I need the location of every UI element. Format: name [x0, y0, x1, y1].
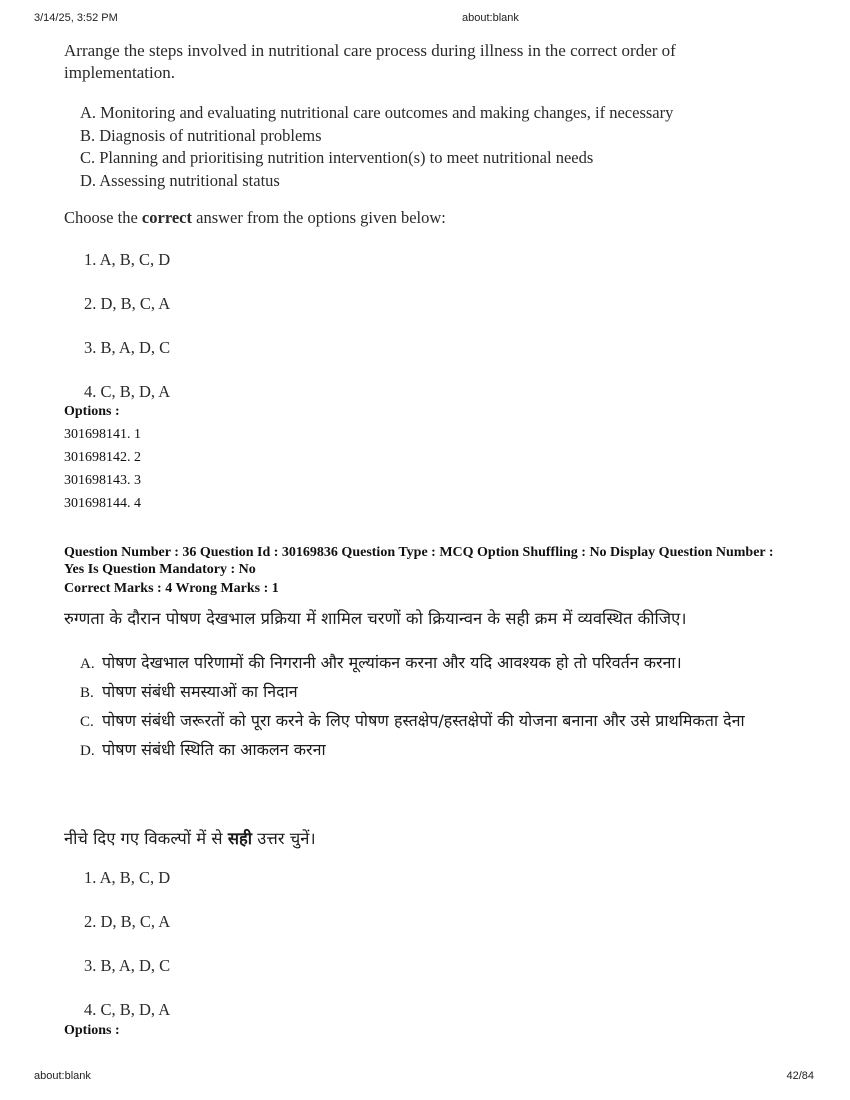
hindi-choose-pre: नीचे दिए गए विकल्पों में से	[64, 829, 228, 848]
q36-answer-choice-4: 4. C, B, D, A	[84, 1000, 171, 1019]
statement-c: C. Planning and prioritising nutrition intervention(s) to meet nutritional needs	[80, 148, 594, 167]
answer-choice-3: 3. B, A, D, C	[84, 338, 171, 357]
q36-answer-choice-1: 1. A, B, C, D	[84, 868, 171, 887]
footer-url: about:blank	[34, 1070, 91, 1082]
print-datetime: 3/14/25, 3:52 PM	[34, 12, 118, 24]
answer-choice-2: 2. D, B, C, A	[84, 294, 171, 313]
letter-a: A.	[80, 656, 95, 672]
letter-b: B.	[80, 685, 94, 701]
hindi-choose-post: उत्तर चुनें।	[252, 829, 316, 848]
question-35-statements	[80, 102, 673, 192]
choose-post: answer from the options given below:	[192, 208, 446, 227]
answer-choice-4: 4. C, B, D, A	[84, 382, 171, 401]
page-number: 42/84	[786, 1070, 814, 1082]
statement-d: D. Assessing nutritional status	[80, 170, 280, 190]
letter-d: D.	[80, 743, 95, 759]
question-36-marks: Correct Marks : 4 Wrong Marks : 1	[64, 581, 279, 596]
statement-b: B. Diagnosis of nutritional problems	[80, 125, 322, 145]
hindi-statement-d	[80, 737, 800, 764]
q36-answer-choice-2: 2. D, B, C, A	[84, 912, 171, 931]
hindi-choose-bold: सही	[227, 829, 253, 848]
question-36-meta: Question Number : 36 Question Id : 30169836 Question Type : MCQ Option Shuffling : No Display Question Number : Yes Is Question Mandatory : No	[64, 545, 774, 577]
option-id-3: 301698143. 3	[64, 473, 141, 488]
hindi-statements	[80, 650, 800, 764]
answer-choice-1: 1. A, B, C, D	[84, 250, 171, 269]
option-id-2: 301698142. 2	[64, 450, 141, 465]
option-id-4: 301698144. 4	[64, 496, 141, 511]
hindi-statement-a-text: पोषण देखभाल परिणामों की निगरानी और मूल्यांकन करना और यदि आवश्यक हो तो परिवर्तन करना।	[102, 653, 682, 672]
statement-a: A. Monitoring and evaluating nutritional care outcomes and making changes, if necessary	[80, 103, 674, 122]
question-35-text: Arrange the steps involved in nutritional care process during illness in the correct order of implementation.	[64, 41, 676, 82]
options-label: Options :	[64, 404, 120, 419]
choose-pre: Choose the	[64, 208, 142, 227]
option-id-1: 301698141. 1	[64, 427, 141, 442]
choose-bold: correct	[141, 208, 192, 227]
q36-answer-choice-3: 3. B, A, D, C	[84, 956, 171, 975]
hindi-statement-d-text: पोषण संबंधी स्थिति का आकलन करना	[102, 740, 326, 759]
choose-instruction	[64, 208, 446, 228]
letter-c: C.	[80, 714, 94, 730]
print-url: about:blank	[462, 12, 519, 24]
hindi-statement-c-text: पोषण संबंधी जरूरतों को पूरा करने के लिए पोषण हस्तक्षेप/हस्तक्षेपों की योजना बनाना और उसे प्राथमिकता देना	[102, 711, 745, 730]
q36-options-label: Options :	[64, 1023, 120, 1038]
hindi-statement-a	[80, 650, 800, 677]
hindi-choose-instruction	[64, 826, 316, 849]
question-36-hindi-text: रुग्णता के दौरान पोषण देखभाल प्रक्रिया में शामिल चरणों को क्रियान्वन के सही क्रम में व्यवस्थित कीजिए।	[64, 609, 687, 628]
hindi-statement-b	[80, 679, 800, 706]
hindi-statement-c	[80, 708, 800, 735]
hindi-statement-b-text: पोषण संबंधी समस्याओं का निदान	[102, 682, 298, 701]
